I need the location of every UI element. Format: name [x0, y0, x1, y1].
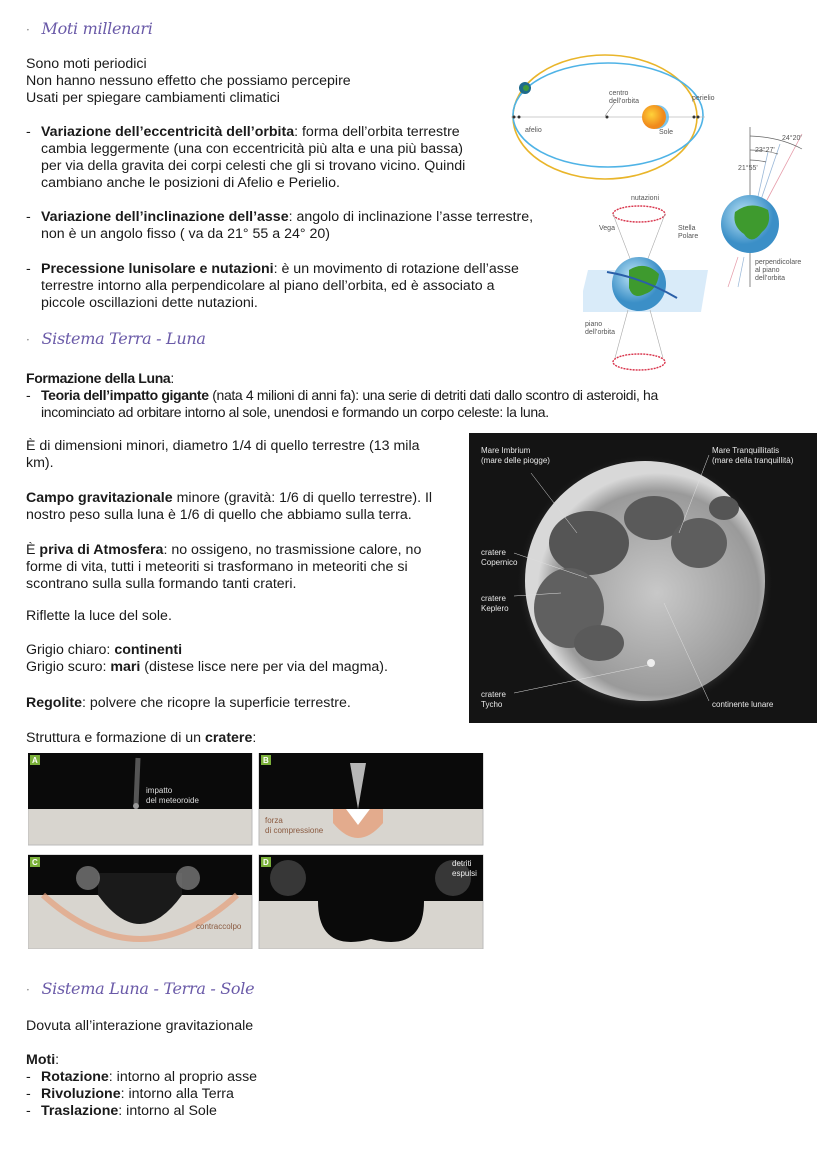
precession-diagram: [583, 190, 713, 375]
dash-marker: -: [26, 261, 31, 277]
dash-marker: -: [26, 209, 31, 225]
moon-photo: [469, 433, 817, 723]
svg-text:del meteoroide: del meteoroide: [146, 796, 199, 805]
bullet-text: incominciato ad orbitare intorno al sole, unendosi e formando un corpo celeste: la luna.: [41, 404, 549, 420]
moti-label: [26, 1052, 59, 1069]
bullet-title: Variazione dell’eccentricità dell’orbita: [41, 124, 295, 140]
bold-term: Rotazione: [41, 1069, 109, 1085]
text-line: È di dimensioni minori, diametro 1/4 di quello terrestre (13 mila: [26, 438, 420, 454]
svg-text:(mare della tranquillità): (mare della tranquillità): [712, 456, 794, 465]
bold-term: Rivoluzione: [41, 1086, 121, 1102]
svg-text:perpendicolare: perpendicolare: [755, 259, 802, 266]
section-heading-sistema-luna-terra-sole: · Sistema Luna - Terra - Sole: [26, 979, 255, 998]
svg-text:impatto: impatto: [146, 786, 173, 795]
svg-text:dell’orbita: dell’orbita: [585, 329, 615, 336]
section-heading-moti-millenari: · Moti millenari: [26, 19, 153, 38]
text: : polvere che ricopre la superficie terrestre.: [81, 695, 351, 711]
text: Grigio scuro:: [26, 659, 111, 675]
svg-text:D: D: [263, 858, 269, 867]
panel-b: [259, 753, 483, 845]
svg-text:centro: centro: [609, 90, 629, 97]
bullet-title: Precessione lunisolare e nutazioni: [41, 261, 274, 277]
bullet-text: terrestre intorno alla perpendicolare al piano dell’orbita, ed è associato a: [41, 278, 495, 294]
panel-d: [259, 855, 483, 949]
intro-line: Sono moti periodici: [26, 56, 147, 72]
panel-a: [28, 753, 252, 845]
heading-text: Sistema Terra - Luna: [41, 329, 206, 348]
dash-marker: -: [26, 387, 31, 403]
svg-text:continente lunare: continente lunare: [712, 700, 774, 709]
bullet-text: : è un movimento di rotazione dell’asse: [273, 261, 519, 277]
svg-text:Stella: Stella: [678, 225, 696, 232]
axis-tilt-diagram: [710, 122, 828, 290]
bold-term: mari: [110, 659, 141, 675]
svg-text:contraccolpo: contraccolpo: [196, 922, 242, 931]
svg-text:piano: piano: [585, 321, 603, 328]
svg-text:21°55': 21°55': [738, 165, 758, 172]
bullet-text: : angolo di inclinazione l’asse terrestre,: [288, 209, 534, 225]
svg-text:al piano: al piano: [755, 267, 780, 274]
svg-text:cratere: cratere: [481, 690, 506, 699]
text-line: nostro peso sulla luna è 1/6 di quello che abbiamo sulla terra.: [26, 507, 412, 523]
svg-text:23°27': 23°27': [755, 147, 775, 154]
bullet-text: : forma dell’orbita terrestre: [294, 124, 460, 140]
svg-text:afelio: afelio: [525, 127, 542, 134]
bullet-text: cambia leggermente (una con eccentricità più alta e una più bassa): [41, 141, 463, 157]
svg-text:forza: forza: [265, 816, 283, 825]
svg-text:detriti: detriti: [452, 859, 472, 868]
paragraph-reflect: Riflette la luce del sole.: [26, 608, 172, 624]
formation-title: Formazione della Luna: [26, 370, 171, 386]
text: :: [252, 730, 257, 746]
svg-text:cratere: cratere: [481, 548, 506, 557]
svg-text:dell’orbita: dell’orbita: [609, 98, 639, 105]
text: : intorno al proprio asse: [108, 1069, 258, 1085]
intro-line: Non hanno nessuno effetto che possiamo percepire: [26, 73, 351, 89]
svg-text:B: B: [263, 756, 269, 765]
colon: :: [55, 1052, 60, 1068]
crater-formation-diagram: [28, 753, 484, 949]
text-line: scontrano sulla sulla formando tanti crateri.: [26, 576, 297, 592]
bold-term: cratere: [205, 730, 253, 746]
svg-text:(mare delle piogge): (mare delle piogge): [481, 456, 550, 465]
dash-marker: -: [26, 124, 31, 140]
sun-icon: [642, 105, 666, 129]
svg-text:Mare Imbrium: Mare Imbrium: [481, 446, 531, 455]
bold-term: Regolite: [26, 695, 82, 711]
dash-marker: -: [26, 1103, 31, 1119]
svg-text:nutazioni: nutazioni: [631, 195, 660, 202]
intro-block: [26, 56, 351, 107]
heading-text: Sistema Luna - Terra - Sole: [41, 979, 255, 998]
dash-marker: -: [26, 1086, 31, 1102]
svg-text:Vega: Vega: [599, 225, 615, 232]
paragraph-regolite: [26, 695, 351, 712]
svg-text:Keplero: Keplero: [481, 604, 509, 613]
svg-text:dell’orbita: dell’orbita: [755, 275, 785, 282]
dash-marker: -: [26, 1069, 31, 1085]
section-heading-sistema-terra-luna: · Sistema Terra - Luna: [26, 329, 206, 348]
text: minore (gravità: 1/6 di quello terrestre). Il: [172, 490, 433, 506]
svg-text:espulsi: espulsi: [452, 869, 477, 878]
paragraph-atmosphere: [26, 542, 421, 593]
orbit-eccentricity-diagram: [505, 50, 720, 185]
text: : no ossigeno, no trasmissione calore, no: [163, 542, 422, 558]
paragraph-crater-caption: [26, 730, 256, 747]
svg-text:Mare Tranquillitatis: Mare Tranquillitatis: [712, 446, 780, 455]
svg-text:Copernico: Copernico: [481, 558, 518, 567]
svg-text:C: C: [32, 858, 38, 867]
text: : intorno alla Terra: [120, 1086, 234, 1102]
paragraph-greys: [26, 642, 388, 676]
bold-term: continenti: [114, 642, 183, 658]
bullet-text: cambiano anche le posizioni di Afelio e Perielio.: [41, 175, 340, 191]
svg-text:Polare: Polare: [678, 233, 699, 240]
colon: :: [170, 370, 174, 386]
text-line: forme di vita, tutti i meteoriti si trasformano in meteoriti che si: [26, 559, 408, 575]
text: Struttura e formazione di un: [26, 730, 206, 746]
bullet-text: (nata 4 milioni di anni fa): una serie di detriti dati dallo scontro di asteroidi, ha: [208, 387, 658, 403]
paragraph-dimensions: [26, 438, 419, 472]
bold-term: priva di Atmosfera: [39, 542, 164, 558]
text: : intorno al Sole: [118, 1103, 217, 1119]
bullet-text: non è un angolo fisso ( va da 21° 55 a 24° 20): [41, 226, 330, 242]
paragraph-gravity: [26, 490, 432, 524]
paragraph-gravitational: Dovuta all’interazione gravitazionale: [26, 1018, 254, 1034]
svg-text:A: A: [32, 756, 38, 765]
text: Grigio chiaro:: [26, 642, 115, 658]
text-line: km).: [26, 455, 54, 471]
formation-label: [26, 370, 174, 387]
bold-term: Traslazione: [41, 1103, 119, 1119]
panel-c: [28, 855, 252, 949]
text: È: [26, 542, 40, 558]
svg-text:perielio: perielio: [692, 95, 715, 102]
bullet-text: per via della gravita dei corpi celesti che gli si trovano vicino. Quindi: [41, 158, 466, 174]
svg-text:di compressione: di compressione: [265, 826, 324, 835]
bold-term: Campo gravitazionale: [26, 490, 173, 506]
svg-text:Sole: Sole: [659, 129, 674, 136]
bullet-title: Variazione dell’inclinazione dell’asse: [41, 209, 289, 225]
intro-line: Usati per spiegare cambiamenti climatici: [26, 90, 280, 106]
bullet-title: Teoria dell’impatto gigante: [41, 387, 209, 403]
bullet-text: piccole oscillazioni dette nutazioni.: [41, 295, 258, 311]
svg-text:24°20': 24°20': [782, 135, 802, 142]
svg-text:Tycho: Tycho: [481, 700, 503, 709]
svg-text:cratere: cratere: [481, 594, 506, 603]
heading-text: Moti millenari: [41, 19, 153, 38]
bold-term: Moti: [26, 1052, 56, 1068]
text: (distese lisce nere per via del magma).: [140, 659, 388, 675]
